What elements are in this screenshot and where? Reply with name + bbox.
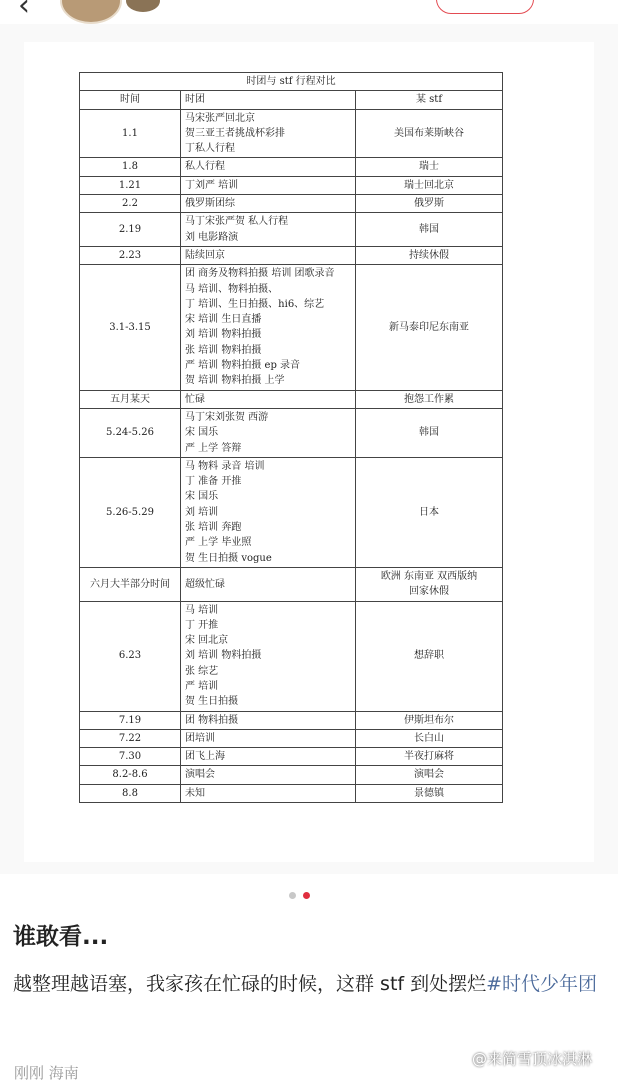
post-body bbox=[13, 966, 608, 1002]
team-cell bbox=[181, 176, 356, 194]
team-cell bbox=[181, 567, 356, 601]
stf-cell-line: 瑞士 bbox=[419, 161, 439, 173]
date-cell: 2.2 bbox=[80, 195, 181, 213]
stf-cell-line: 日本 bbox=[419, 506, 439, 518]
avatar[interactable] bbox=[60, 0, 122, 24]
header-cell-team: 时团 bbox=[181, 91, 356, 109]
table-row bbox=[80, 213, 503, 247]
stf-cell bbox=[356, 748, 503, 766]
team-cell-line: 张 培训 物料拍摄 bbox=[185, 344, 262, 356]
stf-cell bbox=[356, 176, 503, 194]
date-cell: 7.30 bbox=[80, 748, 181, 766]
team-cell bbox=[181, 265, 356, 390]
table-row bbox=[80, 246, 503, 264]
date-cell: 7.19 bbox=[80, 711, 181, 729]
date-cell: 5.24-5.26 bbox=[80, 408, 181, 457]
stf-cell-line: 抱怨工作累 bbox=[404, 393, 454, 405]
avatar-secondary bbox=[126, 0, 160, 12]
team-cell bbox=[181, 711, 356, 729]
team-cell-line: 张 培训 奔跑 bbox=[185, 522, 242, 534]
date-cell: 7.22 bbox=[80, 729, 181, 747]
stf-cell-line: 韩国 bbox=[419, 224, 439, 236]
date-cell: 1.21 bbox=[80, 176, 181, 194]
stf-cell-line: 回家休假 bbox=[409, 586, 449, 598]
team-cell-line: 演唱会 bbox=[185, 769, 215, 781]
team-cell-line: 私人行程 bbox=[185, 161, 225, 173]
stf-cell-line: 瑞士回北京 bbox=[404, 179, 454, 191]
team-cell-line: 严 上学 答辩 bbox=[185, 442, 242, 454]
team-cell-line: 陆续回京 bbox=[185, 249, 225, 261]
table-row bbox=[80, 109, 503, 158]
date-cell: 8.2-8.6 bbox=[80, 766, 181, 784]
table-row bbox=[80, 748, 503, 766]
team-cell bbox=[181, 213, 356, 247]
team-cell-line: 贺 生日拍摄 bbox=[185, 696, 239, 708]
table-row bbox=[80, 601, 503, 711]
team-cell-line: 宋 国乐 bbox=[185, 491, 219, 503]
stf-cell bbox=[356, 408, 503, 457]
post-time-location: 刚刚 海南 bbox=[14, 1064, 79, 1082]
back-arrow-icon[interactable]: ‹ bbox=[18, 0, 30, 23]
team-cell bbox=[181, 158, 356, 176]
stf-cell bbox=[356, 265, 503, 390]
post-title: 谁敢看... bbox=[13, 924, 109, 950]
carousel-dot[interactable] bbox=[289, 892, 296, 899]
post-body-text: 越整理越语塞，我家孩在忙碌的时候，这群 stf 到处摆烂 bbox=[13, 973, 487, 995]
date-cell: 五月某天 bbox=[80, 390, 181, 408]
date-cell: 2.19 bbox=[80, 213, 181, 247]
stf-cell bbox=[356, 729, 503, 747]
table-title: 时团与 stf 行程对比 bbox=[80, 73, 503, 91]
table-row bbox=[80, 711, 503, 729]
team-cell-line: 贺 生日拍摄 vogue bbox=[185, 552, 272, 564]
stf-cell-line: 持续休假 bbox=[409, 249, 449, 261]
team-cell-line: 刘 电影路演 bbox=[185, 231, 239, 243]
stf-cell-line: 景德镇 bbox=[414, 787, 444, 799]
team-cell-line: 宋 国乐 bbox=[185, 427, 219, 439]
team-cell bbox=[181, 729, 356, 747]
stf-cell bbox=[356, 213, 503, 247]
team-cell-line: 严 上学 毕业照 bbox=[185, 537, 252, 549]
team-cell bbox=[181, 109, 356, 158]
table-row bbox=[80, 176, 503, 194]
table-row bbox=[80, 784, 503, 802]
header-cell-date: 时间 bbox=[80, 91, 181, 109]
team-cell-line: 刘 培训 bbox=[185, 506, 219, 518]
stf-cell-line: 伊斯坦布尔 bbox=[404, 714, 454, 726]
team-cell-line: 俄罗斯团综 bbox=[185, 198, 235, 210]
team-cell bbox=[181, 408, 356, 457]
stf-cell bbox=[356, 711, 503, 729]
team-cell-line: 丁 准备 开推 bbox=[185, 476, 242, 488]
team-cell-line: 超级忙碌 bbox=[185, 578, 225, 590]
team-cell-line: 马丁宋刘张贺 西游 bbox=[185, 411, 269, 423]
table-title-row bbox=[80, 73, 503, 91]
team-cell-line: 贺 培训 物料拍摄 上学 bbox=[185, 375, 285, 387]
table-row bbox=[80, 729, 503, 747]
date-cell: 5.26-5.29 bbox=[80, 457, 181, 567]
team-cell bbox=[181, 748, 356, 766]
date-cell: 六月大半部分时间 bbox=[80, 567, 181, 601]
stf-cell bbox=[356, 601, 503, 711]
team-cell-line: 团 物料拍摄 bbox=[185, 714, 239, 726]
post-image[interactable] bbox=[0, 24, 618, 874]
team-cell-line: 丁刘严 培训 bbox=[185, 179, 239, 191]
table-row bbox=[80, 408, 503, 457]
watermark: @来简雪顶冰淇淋 bbox=[472, 1050, 593, 1068]
date-cell: 3.1-3.15 bbox=[80, 265, 181, 390]
team-cell-line: 团飞上海 bbox=[185, 751, 225, 763]
stf-cell bbox=[356, 567, 503, 601]
date-cell: 8.8 bbox=[80, 784, 181, 802]
team-cell bbox=[181, 766, 356, 784]
stf-cell bbox=[356, 195, 503, 213]
top-bar bbox=[0, 0, 618, 24]
team-cell-line: 宋 回北京 bbox=[185, 635, 229, 647]
stf-cell bbox=[356, 766, 503, 784]
date-cell: 1.1 bbox=[80, 109, 181, 158]
team-cell-line: 丁 培训、生日拍摄、hi6、综艺 bbox=[185, 298, 325, 310]
stf-cell-line: 欧洲 东南亚 双西版纳 bbox=[380, 570, 478, 582]
team-cell bbox=[181, 601, 356, 711]
table-row bbox=[80, 766, 503, 784]
team-cell bbox=[181, 784, 356, 802]
table-row bbox=[80, 265, 503, 390]
team-cell-line: 宋 培训 生日直播 bbox=[185, 314, 262, 326]
stf-cell-line: 想辞职 bbox=[414, 650, 444, 662]
team-cell-line: 马丁宋张严贺 私人行程 bbox=[185, 216, 289, 228]
stf-cell bbox=[356, 457, 503, 567]
team-cell-line: 团 商务及物料拍摄 培训 团歌录音 bbox=[185, 268, 335, 280]
team-cell-line: 严 培训 物料拍摄 ep 录音 bbox=[185, 360, 301, 372]
team-cell-line: 丁私人行程 bbox=[185, 143, 235, 155]
schedule-table bbox=[79, 72, 503, 803]
table-row bbox=[80, 158, 503, 176]
team-cell-line: 团培训 bbox=[185, 732, 215, 744]
team-cell bbox=[181, 246, 356, 264]
stf-cell bbox=[356, 109, 503, 158]
table-row bbox=[80, 195, 503, 213]
team-cell-line: 马 培训 bbox=[185, 604, 219, 616]
team-cell-line: 马 培训、物料拍摄、 bbox=[185, 283, 279, 295]
carousel-dot-active[interactable] bbox=[303, 892, 310, 899]
stf-cell bbox=[356, 390, 503, 408]
table-row bbox=[80, 390, 503, 408]
team-cell bbox=[181, 195, 356, 213]
team-cell-line: 严 培训 bbox=[185, 680, 219, 692]
date-cell: 1.8 bbox=[80, 158, 181, 176]
table-row bbox=[80, 457, 503, 567]
team-cell-line: 刘 培训 物料拍摄 bbox=[185, 329, 262, 341]
team-cell-line: 张 综艺 bbox=[185, 665, 219, 677]
stf-cell-line: 演唱会 bbox=[414, 769, 444, 781]
hashtag-link[interactable]: #时代少年团 bbox=[486, 973, 598, 995]
table-header-row bbox=[80, 91, 503, 109]
date-cell: 2.23 bbox=[80, 246, 181, 264]
stf-cell-line: 美国布莱斯峡谷 bbox=[394, 127, 464, 139]
stf-cell-line: 半夜打麻将 bbox=[404, 751, 454, 763]
team-cell-line: 刘 培训 物料拍摄 bbox=[185, 650, 262, 662]
stf-cell-line: 俄罗斯 bbox=[414, 198, 444, 210]
team-cell-line: 马宋张严回北京 bbox=[185, 112, 255, 124]
date-cell: 6.23 bbox=[80, 601, 181, 711]
stf-cell bbox=[356, 158, 503, 176]
team-cell-line: 未知 bbox=[185, 787, 205, 799]
team-cell-line: 贺三亚王者挑战杯彩排 bbox=[185, 127, 285, 139]
team-cell-line: 丁 开推 bbox=[185, 619, 219, 631]
team-cell-line: 忙碌 bbox=[185, 393, 205, 405]
stf-cell bbox=[356, 784, 503, 802]
stf-cell-line: 新马泰印尼东南亚 bbox=[389, 321, 469, 333]
team-cell-line: 马 物料 录音 培训 bbox=[185, 460, 265, 472]
team-cell bbox=[181, 390, 356, 408]
stf-cell-line: 长白山 bbox=[414, 732, 444, 744]
stf-cell bbox=[356, 246, 503, 264]
table-row bbox=[80, 567, 503, 601]
header-cell-stf: 某 stf bbox=[356, 91, 503, 109]
team-cell bbox=[181, 457, 356, 567]
follow-button[interactable] bbox=[436, 0, 534, 14]
stf-cell-line: 韩国 bbox=[419, 427, 439, 439]
